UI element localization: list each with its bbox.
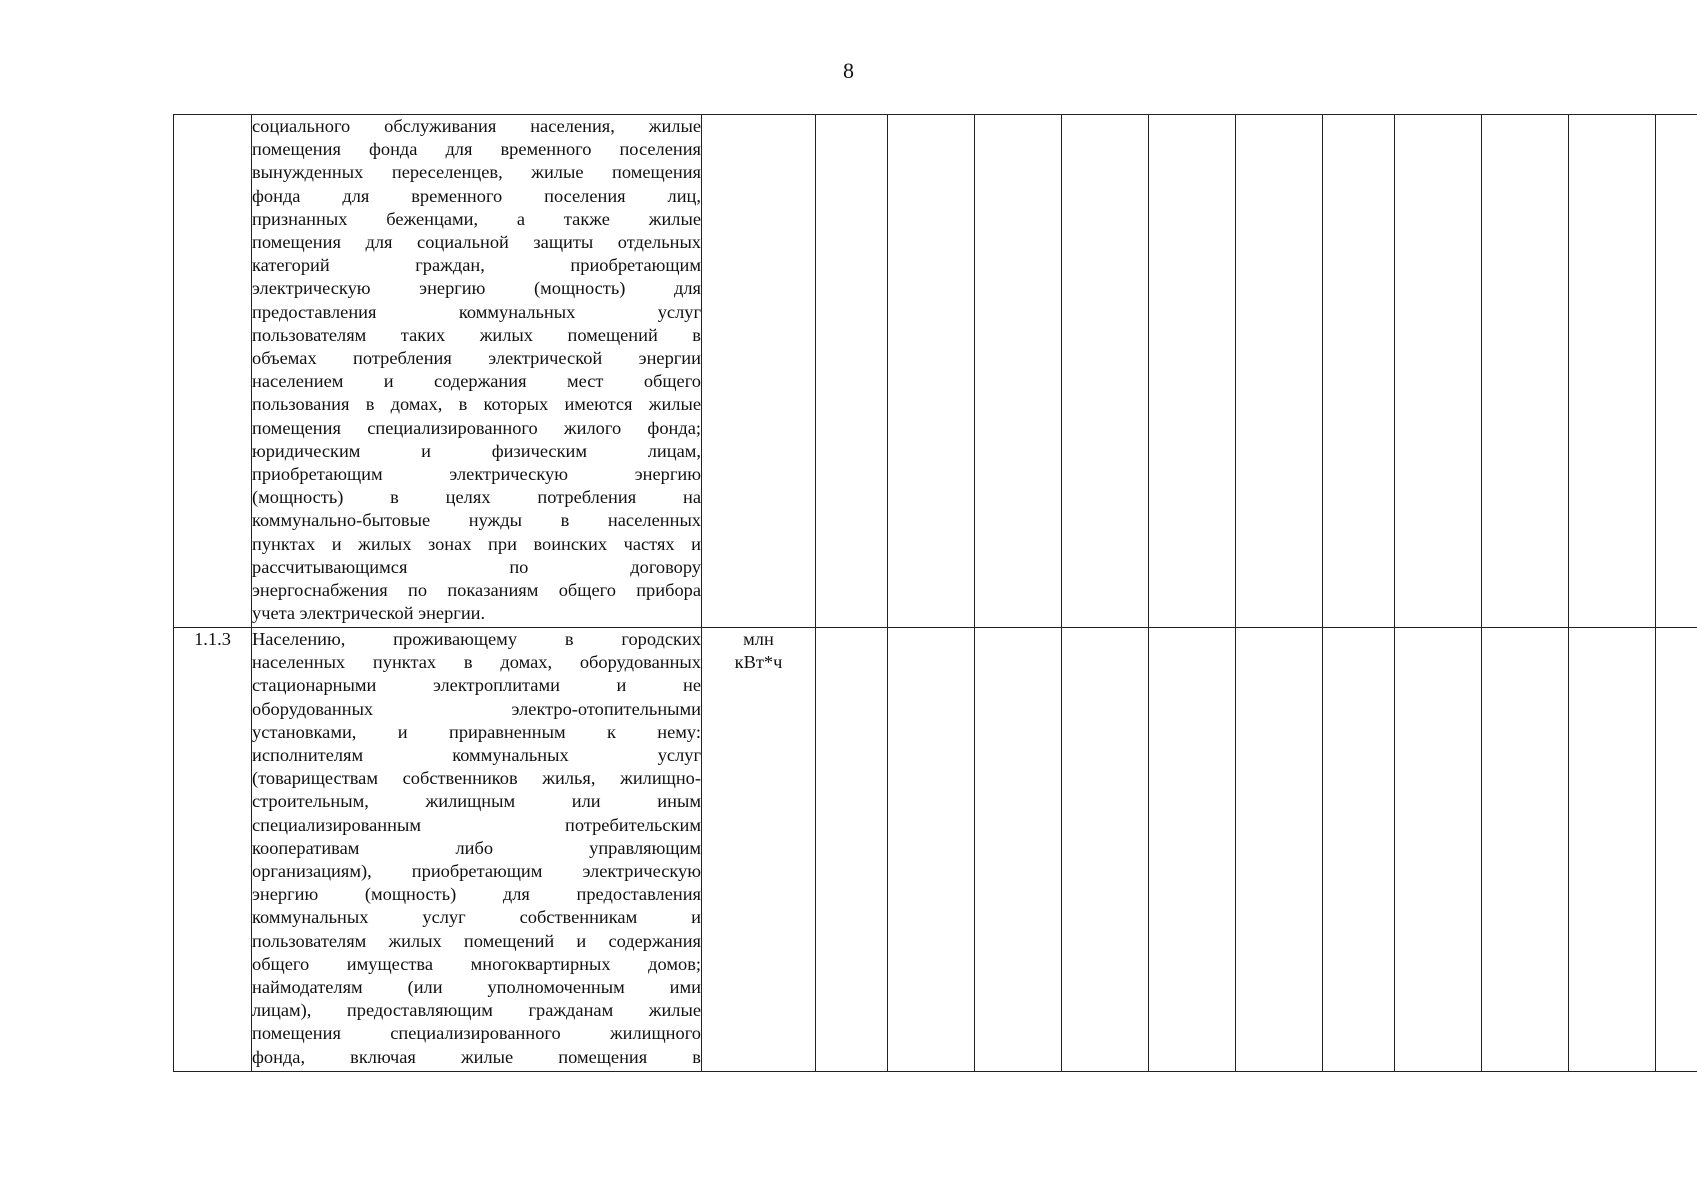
description-line: (мощность) в целях потребления на: [252, 487, 701, 508]
value-cell: [888, 628, 975, 1072]
value-cell: [816, 628, 888, 1072]
value-cell: [1236, 115, 1323, 628]
value-cell: [1149, 115, 1236, 628]
description-line: исполнителям коммунальных услуг: [252, 745, 701, 766]
description-line: организациям), приобретающим электрическую: [252, 861, 701, 882]
table-row: [174, 628, 1697, 1072]
description-line: пунктах и жилых зонах при воинских частях и: [252, 533, 701, 554]
row-number: [174, 115, 252, 628]
value-cell: [1482, 628, 1569, 1072]
description-line: приобретающим электрическую энергию: [252, 464, 701, 485]
value-cell: [975, 628, 1062, 1072]
description-line: фонда для временного поселения лиц,: [252, 185, 701, 206]
description-line: специализированным потребительским: [252, 814, 701, 835]
description-line: предоставления коммунальных услуг: [252, 301, 701, 322]
description-line: помещения для социальной защиты отдельных: [252, 232, 701, 253]
unit-label: млн кВт*ч: [734, 629, 783, 672]
description-line: коммунально-бытовые нужды в населенных: [252, 510, 701, 531]
value-cell: [1482, 115, 1569, 628]
description-line: лицам), предоставляющим гражданам жилые: [252, 1000, 701, 1021]
value-cell: [1569, 115, 1656, 628]
value-cell: [888, 115, 975, 628]
value-cell: [1323, 628, 1395, 1072]
description-line: (товариществам собственников жилья, жилищно-: [252, 768, 701, 789]
value-cell: [1236, 628, 1323, 1072]
row-description: [252, 628, 702, 1072]
description-line: Населению, проживающему в городских: [252, 629, 701, 649]
value-cell: [1062, 115, 1149, 628]
unit-cell: [702, 628, 816, 1072]
description-text: [252, 115, 701, 625]
description-line: установками, и приравненным к нему:: [252, 721, 701, 742]
description-line: общего имущества многоквартирных домов;: [252, 953, 701, 974]
description-line: энергоснабжения по показаниям общего прибора: [252, 580, 701, 601]
description-line: пользователям жилых помещений и содержания: [252, 930, 701, 951]
description-line: наймодателям (или уполномоченным ими: [252, 977, 701, 998]
value-cell: [1395, 628, 1482, 1072]
table-row: [174, 115, 1697, 628]
value-cell: [975, 115, 1062, 628]
description-line: стационарными электроплитами и не: [252, 675, 701, 696]
description-line: помещения специализированного жилищного: [252, 1023, 701, 1044]
value-cell: [1149, 628, 1236, 1072]
description-line: категорий граждан, приобретающим: [252, 255, 701, 276]
description-line: юридическим и физическим лицам,: [252, 440, 701, 461]
description-text: [252, 628, 701, 1069]
description-line: оборудованных электро-отопительными: [252, 698, 701, 719]
unit-cell: [702, 115, 816, 628]
description-line: пользователям таких жилых помещений в: [252, 324, 701, 345]
description-line: кооперативам либо управляющим: [252, 837, 701, 858]
value-cell: [1323, 115, 1395, 628]
description-line: строительным, жилищным или иным: [252, 791, 701, 812]
description-line: помещения специализированного жилого фонда;: [252, 417, 701, 438]
value-cell: [1656, 115, 1697, 628]
description-line: вынужденных переселенцев, жилые помещения: [252, 162, 701, 183]
row-number: 1.1.3: [174, 628, 252, 1072]
tariff-table: [173, 114, 1697, 1072]
description-line: пользования в домах, в которых имеются жилые: [252, 394, 701, 415]
description-line: населенных пунктах в домах, оборудованных: [252, 652, 701, 673]
description-line: рассчитывающимся по договору: [252, 556, 701, 577]
row-description: [252, 115, 702, 628]
value-cell: [1569, 628, 1656, 1072]
description-line: помещения фонда для временного поселения: [252, 139, 701, 160]
description-line: электрическую энергию (мощность) для: [252, 278, 701, 299]
value-cell: [1656, 628, 1697, 1072]
description-line: социального обслуживания населения, жилые: [252, 116, 701, 136]
description-line: фонда, включая жилые помещения в: [252, 1046, 701, 1067]
description-line: объемах потребления электрической энергии: [252, 348, 701, 369]
page-number: 8: [843, 58, 854, 83]
value-cell: [816, 115, 888, 628]
description-line: учета электрической энергии.: [252, 603, 486, 624]
value-cell: [1395, 115, 1482, 628]
description-line: населением и содержания мест общего: [252, 371, 701, 392]
value-cell: [1062, 628, 1149, 1072]
description-line: признанных беженцами, а также жилые: [252, 208, 701, 229]
description-line: коммунальных услуг собственникам и: [252, 907, 701, 928]
description-line: энергию (мощность) для предоставления: [252, 884, 701, 905]
